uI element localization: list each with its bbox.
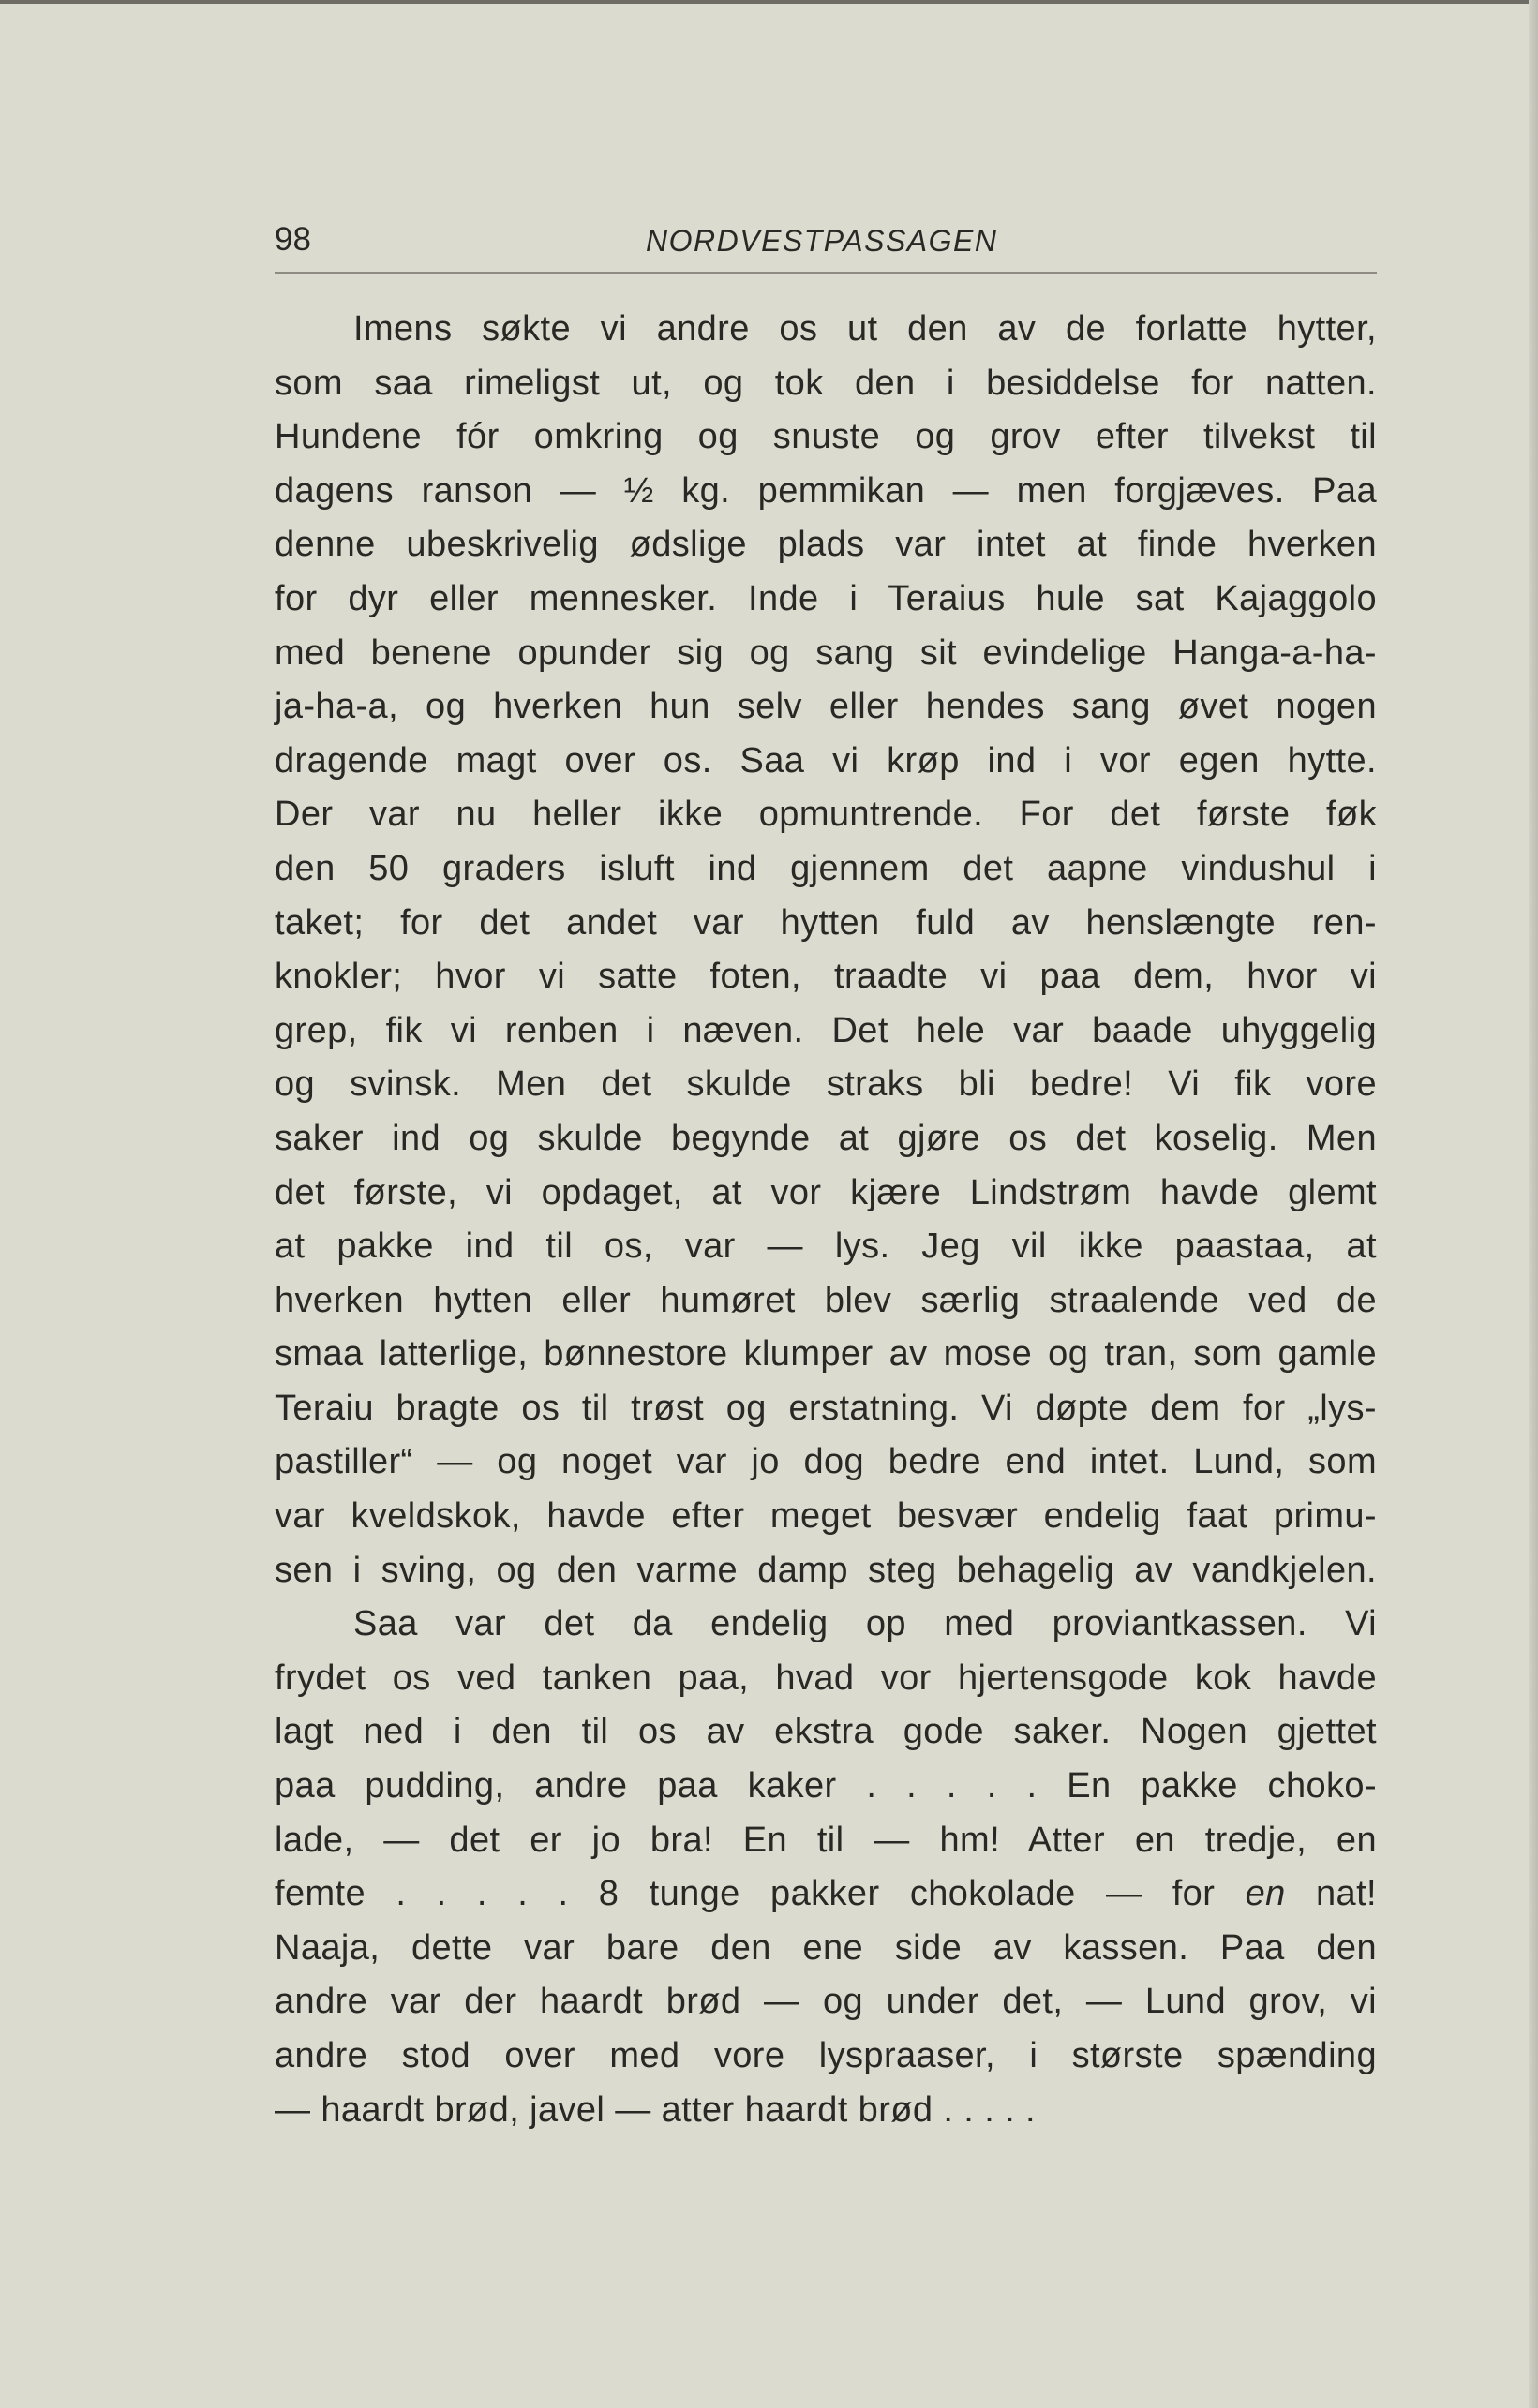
text-line: frydet os ved tanken paa, hvad vor hjertensgode kok havde bbox=[275, 1657, 1377, 1698]
scan-top-edge bbox=[0, 0, 1538, 4]
text-line: var kveldskok, havde efter meget besvær endelig faat primu- bbox=[275, 1496, 1377, 1537]
text-line: at pakke ind til os, var — lys. Jeg vil ikke paastaa, at bbox=[275, 1226, 1377, 1267]
text-line: knokler; hvor vi satte foten, traadte vi paa dem, hvor vi bbox=[275, 957, 1377, 997]
text-line: for dyr eller mennesker. Inde i Teraius hule sat Kajaggolo bbox=[275, 578, 1377, 618]
text-line: ja-ha-a, og hverken hun selv eller hendes sang øvet nogen bbox=[275, 687, 1377, 727]
text-line: dagens ranson — ½ kg. pemmikan — men forgjæves. Paa bbox=[275, 470, 1377, 511]
text-line: Saa var det da endelig op med proviantkassen. Vi bbox=[353, 1604, 1377, 1644]
text-line: og svinsk. Men det skulde straks bli bedre! Vi fik vore bbox=[275, 1064, 1377, 1105]
emphasized-word: en bbox=[1245, 1874, 1286, 1914]
text-line: denne ubeskrivelig ødslige plads var intet at finde hverken bbox=[275, 525, 1377, 565]
body-text bbox=[275, 303, 1377, 2137]
text-line: det første, vi opdaget, at vor kjære Lindstrøm havde glemt bbox=[275, 1172, 1377, 1212]
text-line: — haardt brød, javel — atter haardt brød . . . . . bbox=[275, 2089, 1036, 2130]
text-line-segment: nat! bbox=[1316, 1874, 1377, 1914]
text-line bbox=[275, 1867, 1377, 1922]
text-line: den 50 graders isluft ind gjennem det aapne vindushul i bbox=[275, 848, 1377, 888]
text-line-segment: femte . . . . . 8 tunge pakker chokolade — for bbox=[275, 1874, 1216, 1914]
text-line: sen i sving, og den varme damp steg behagelig av vandkjelen. bbox=[275, 1550, 1377, 1590]
text-line: med benene opunder sig og sang sit evindelige Hanga-a-ha- bbox=[275, 632, 1377, 673]
text-line: grep, fik vi renben i næven. Det hele var baade uhyggelig bbox=[275, 1010, 1377, 1050]
text-line: Imens søkte vi andre os ut den av de forlatte hytter, bbox=[353, 309, 1377, 349]
page-number: 98 bbox=[275, 221, 311, 258]
text-line: hverken hytten eller humøret blev særlig straalende ved de bbox=[275, 1280, 1377, 1320]
text-line: lade, — det er jo bra! En til — hm! Atter en tredje, en bbox=[275, 1820, 1377, 1860]
text-line: taket; for det andet var hytten fuld av henslængte ren- bbox=[275, 902, 1377, 943]
text-line: som saa rimeligst ut, og tok den i besiddelse for natten. bbox=[275, 363, 1377, 403]
scan-right-edge bbox=[1529, 0, 1538, 2408]
running-title: NORDVESTPASSAGEN bbox=[646, 224, 998, 258]
text-line: Naaja, dette var bare den ene side av kassen. Paa den bbox=[275, 1927, 1377, 1968]
text-line: Hundene fór omkring og snuste og grov efter tilvekst til bbox=[275, 417, 1377, 457]
running-head bbox=[275, 216, 1377, 274]
text-line: pastiller“ — og noget var jo dog bedre end intet. Lund, som bbox=[275, 1442, 1377, 1482]
text-line: paa pudding, andre paa kaker . . . . . En pakke choko- bbox=[275, 1766, 1377, 1806]
text-line: Teraiu bragte os til trøst og erstatning. Vi døpte dem for „lys- bbox=[275, 1388, 1377, 1428]
text-line: andre var der haardt brød — og under det, — Lund grov, vi bbox=[275, 1982, 1377, 2022]
text-line: saker ind og skulde begynde at gjøre os det koselig. Men bbox=[275, 1118, 1377, 1158]
text-line: Der var nu heller ikke opmuntrende. For det første føk bbox=[275, 795, 1377, 835]
text-line: dragende magt over os. Saa vi krøp ind i vor egen hytte. bbox=[275, 740, 1377, 780]
text-line: smaa latterlige, bønnestore klumper av mose og tran, som gamle bbox=[275, 1334, 1377, 1375]
text-line: andre stod over med vore lyspraaser, i største spænding bbox=[275, 2036, 1377, 2075]
text-line: lagt ned i den til os av ekstra gode saker. Nogen gjettet bbox=[275, 1712, 1377, 1752]
